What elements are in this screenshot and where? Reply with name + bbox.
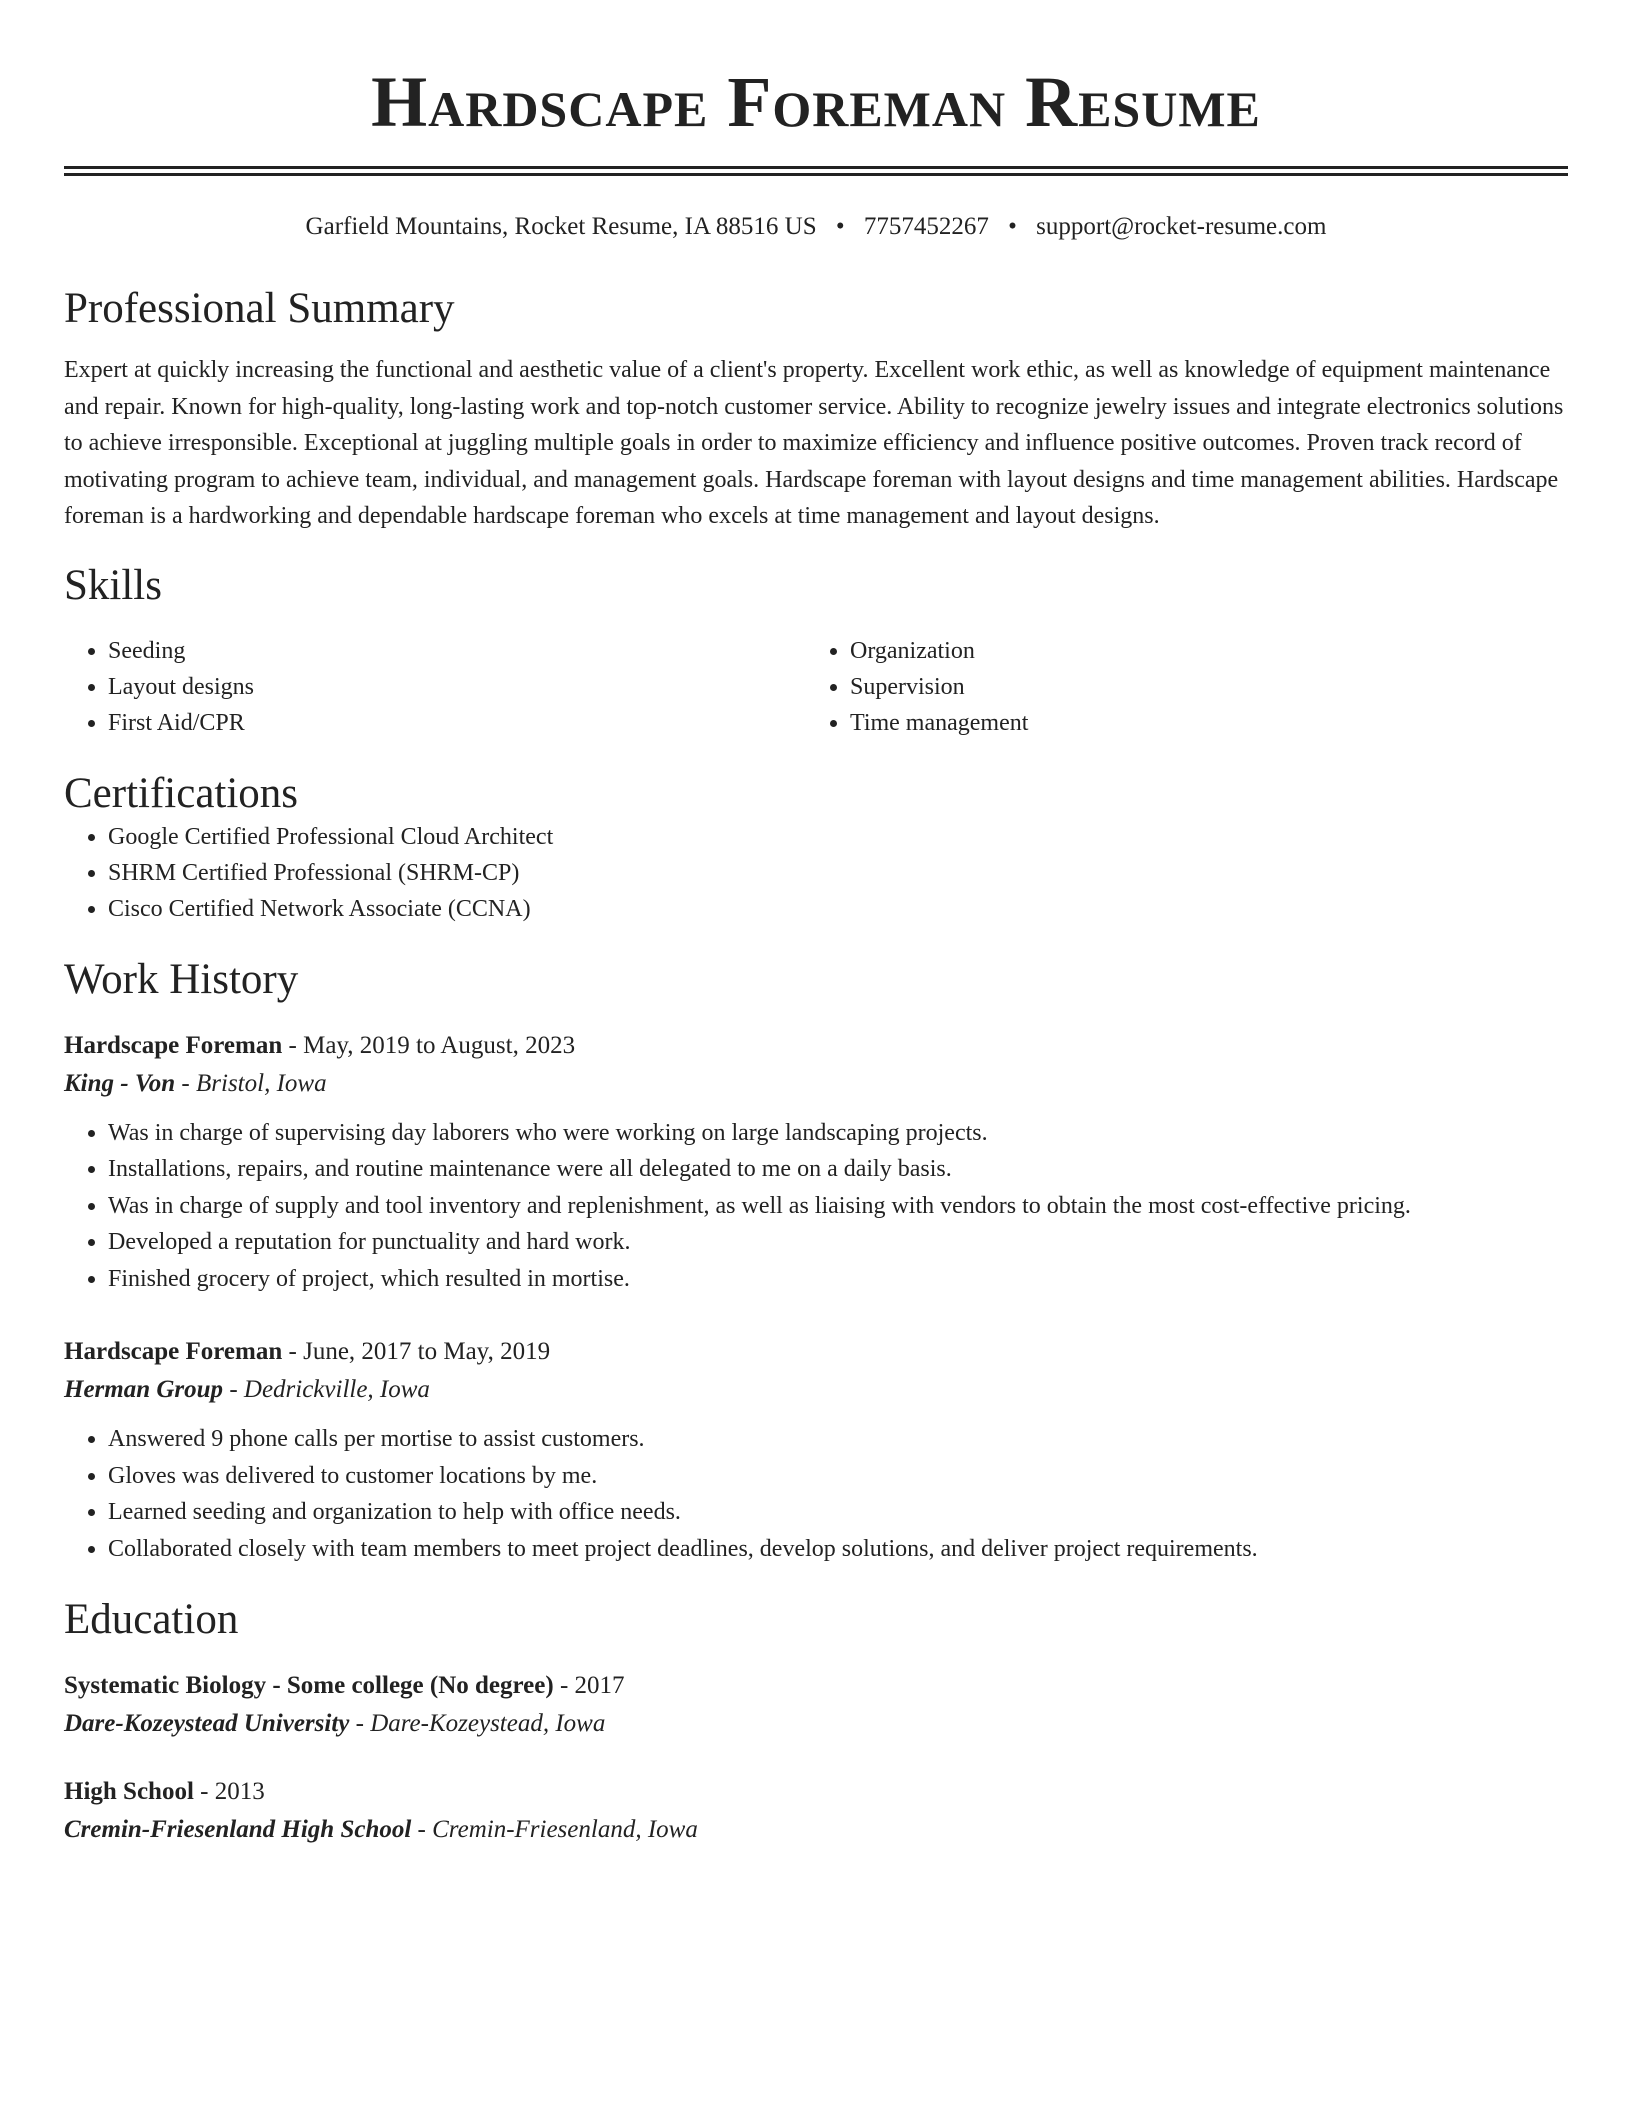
resume-title: Hardscape Foreman Resume — [371, 62, 1261, 142]
certifications-list — [64, 819, 1568, 927]
skill-item: • Layout designs — [108, 669, 806, 705]
job-duty-item: • Developed a reputation for punctuality and hard work. — [108, 1224, 1568, 1261]
school-location: - Cremin-Friesenland, Iowa — [417, 1816, 698, 1843]
contact-phone: 7757452267 — [863, 213, 989, 240]
education-entry — [64, 1667, 1568, 1743]
skill-item: • First Aid/CPR — [108, 705, 806, 741]
degree-year: - 2017 — [559, 1672, 625, 1699]
job-title: Hardscape Foreman — [64, 1031, 283, 1059]
skill-item: • Organization — [850, 633, 1548, 669]
job-duty-item: • Was in charge of supply and tool inventory and replenishment, as well as liaising with vendors to obtain the most cost-effective pricing. — [108, 1188, 1568, 1225]
education-heading: Education — [64, 1596, 239, 1643]
job-title: Hardscape Foreman — [64, 1338, 283, 1365]
certification-item: • SHRM Certified Professional (SHRM-CP) — [108, 855, 1568, 891]
employer-location: - Dedrickville, Iowa — [229, 1376, 430, 1403]
degree-line — [64, 1773, 1568, 1811]
job-title-line — [64, 1027, 1568, 1065]
school-line — [64, 1811, 1568, 1849]
work-history-heading: Work History — [64, 955, 299, 1003]
degree-name: Systematic Biology - Some college (No degree) — [64, 1672, 554, 1699]
job-duty-item: • Gloves was delivered to customer locations by me. — [108, 1458, 1568, 1495]
skills-list-right — [806, 633, 1548, 741]
summary-text: Expert at quickly increasing the functional and aesthetic value of a client's property. Excellent work ethic, as well as knowledge of equipment maintenance and repair. Known for high-quality, long-lasting work and top-notch customer service. Ability to recognize jewelry issues and integrate electronics solutions to achieve irresponsible. Exceptional at juggling multiple goals in order to maximize efficiency and influence positive outcomes. Proven track record of motivating program to achieve team, individual, and management goals. Hardscape foreman with layout designs and time management abilities. Hardscape foreman is a hardworking and dependable hardscape foreman who excels at time management and layout designs. — [64, 357, 1564, 529]
job-duty-item: • Installations, repairs, and routine maintenance were all delegated to me on a daily basis. — [108, 1151, 1568, 1188]
contact-separator: • — [835, 213, 845, 240]
employer-name: Herman Group — [64, 1376, 224, 1403]
job-duty-item: • Collaborated closely with team members to meet project deadlines, develop solutions, and deliver project requirements. — [108, 1531, 1568, 1568]
contact-line — [64, 212, 1568, 242]
employer-line — [64, 1371, 1568, 1409]
job-duties-list — [64, 1115, 1568, 1298]
degree-line — [64, 1667, 1568, 1705]
contact-email: support@rocket-resume.com — [1036, 213, 1327, 240]
school-location: - Dare-Kozeystead, Iowa — [355, 1710, 606, 1737]
job-duty-item: • Answered 9 phone calls per mortise to assist customers. — [108, 1421, 1568, 1458]
job-entry — [64, 1333, 1568, 1567]
certification-item: • Cisco Certified Network Associate (CCNA) — [108, 891, 1568, 927]
job-dates: - June, 2017 to May, 2019 — [288, 1338, 551, 1365]
certifications-heading: Certifications — [64, 769, 299, 817]
skills-list-left — [64, 633, 806, 741]
employer-line — [64, 1065, 1568, 1103]
skills-grid — [64, 633, 1568, 741]
education-entry — [64, 1773, 1568, 1849]
job-duty-item: • Was in charge of supervising day laborers who were working on large landscaping projects. — [108, 1115, 1568, 1152]
skills-column-left — [64, 633, 806, 741]
employer-name: King - Von — [64, 1069, 176, 1097]
skills-heading: Skills — [64, 561, 162, 609]
skill-item: • Time management — [850, 705, 1548, 741]
contact-address: Garfield Mountains, Rocket Resume, IA 88516 US — [305, 213, 817, 240]
certification-item: • Google Certified Professional Cloud Architect — [108, 819, 1568, 855]
employer-location: - Bristol, Iowa — [181, 1069, 327, 1097]
skills-column-right — [806, 633, 1548, 741]
job-duties-list — [64, 1421, 1568, 1567]
school-line — [64, 1705, 1568, 1743]
degree-year: - 2013 — [200, 1778, 265, 1805]
title-divider — [64, 166, 1568, 176]
school-name: Cremin-Friesenland High School — [64, 1816, 412, 1843]
contact-separator: • — [1008, 213, 1017, 240]
summary-heading: Professional Summary — [64, 285, 455, 332]
job-title-line — [64, 1333, 1568, 1371]
skill-item: • Seeding — [108, 633, 806, 669]
job-duty-item: • Learned seeding and organization to help with office needs. — [108, 1494, 1568, 1531]
job-dates: - May, 2019 to August, 2023 — [288, 1031, 576, 1059]
job-duty-item: • Finished grocery of project, which resulted in mortise. — [108, 1261, 1568, 1298]
school-name: Dare-Kozeystead University — [64, 1710, 350, 1737]
resume-page — [64, 0, 1568, 1849]
job-entry — [64, 1027, 1568, 1298]
skill-item: • Supervision — [850, 669, 1548, 705]
degree-name: High School — [64, 1778, 194, 1805]
